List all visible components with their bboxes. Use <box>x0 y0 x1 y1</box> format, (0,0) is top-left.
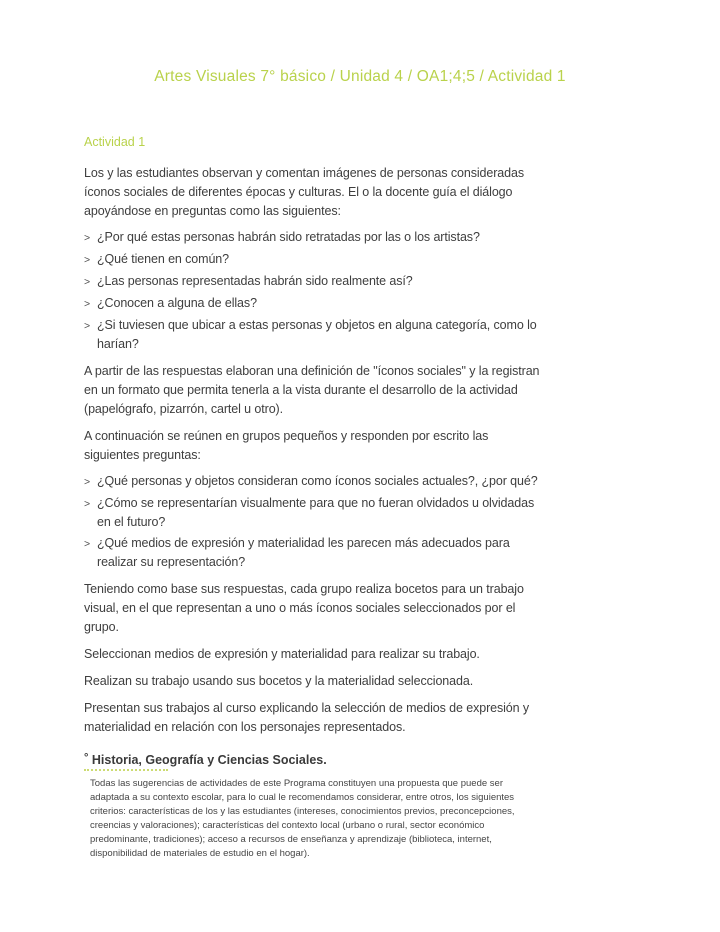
list-item <box>84 272 546 292</box>
bullet-marker-icon: > <box>84 232 91 244</box>
bullet-marker-icon: > <box>84 498 91 510</box>
question-text: ¿Qué medios de expresión y materialidad les parecen más adecuados para realizar su representación? <box>97 536 510 569</box>
list-item <box>84 534 546 572</box>
present-paragraph: Presentan sus trabajos al curso explicando la selección de medios de expresión y materialidad en relación con los personajes representados. <box>84 701 530 734</box>
note-marker: ° <box>84 752 89 764</box>
list-item <box>84 250 546 270</box>
question-text: ¿Por qué estas personas habrán sido retratadas por las o los artistas? <box>97 230 480 244</box>
question-text: ¿Qué personas y objetos consideran como íconos sociales actuales?, ¿por qué? <box>97 474 538 488</box>
question-text: ¿Si tuviesen que ubicar a estas personas y objetos en alguna categoría, como lo harían? <box>97 318 537 351</box>
make-work-paragraph: Realizan su trabajo usando sus bocetos y la materialidad seleccionada. <box>84 674 474 688</box>
footnote-text: Todas las sugerencias de actividades de este Programa constituyen una propuesta que puede ser adaptada a su contexto escolar, para lo cual le recomendamos considerar, entre otros, los siguientes criterios: características de los y las estudiantes (intereses, conocimientos previos, preconcepciones, creencias y valoraciones); características del contexto local (urbano o rural, sector económico predominante, tradiciones); acceso a recursos de enseñanza y aprendizaje (biblioteca, internet, disponibilidad de materiales de estudio en el hogar). <box>90 778 515 859</box>
bullet-marker-icon: > <box>84 254 91 266</box>
bullet-marker-icon: > <box>84 476 91 488</box>
list-item <box>84 472 546 492</box>
question-text: ¿Las personas representadas habrán sido realmente así? <box>97 274 413 288</box>
question-list-initial <box>84 228 546 354</box>
definition-paragraph: A partir de las respuestas elaboran una definición de "íconos sociales" y la registran en un formato que permita tenerla a la vista durante el desarrollo de la actividad (papelógrafo, pizarrón, cartel u otro). <box>84 364 540 416</box>
main-content <box>84 135 546 770</box>
list-item <box>84 316 546 354</box>
list-item <box>84 294 546 314</box>
cross-subject-note <box>84 749 546 770</box>
question-list-groups <box>84 472 546 572</box>
bullet-marker-icon: > <box>84 320 91 332</box>
sketches-paragraph: Teniendo como base sus respuestas, cada grupo realiza bocetos para un trabajo visual, en el que representan a uno o más íconos sociales seleccionados por el grupo. <box>84 582 524 634</box>
footnote-section <box>84 769 516 861</box>
page-title: Artes Visuales 7° básico / Unidad 4 / OA1;4;5 / Actividad 1 <box>154 68 566 85</box>
question-text: ¿Conocen a alguna de ellas? <box>97 296 257 310</box>
footnote-separator <box>84 769 168 771</box>
bullet-marker-icon: > <box>84 276 91 288</box>
question-text: ¿Qué tienen en común? <box>97 252 230 266</box>
bullet-marker-icon: > <box>84 538 91 550</box>
activity-heading: Actividad 1 <box>84 135 146 149</box>
intro-paragraph: Los y las estudiantes observan y comentan imágenes de personas consideradas íconos sociales de diferentes épocas y culturas. El o la docente guía el diálogo apoyándose en preguntas como las siguientes: <box>84 166 524 218</box>
list-item <box>84 494 546 532</box>
note-text: Historia, Geografía y Ciencias Sociales. <box>91 753 327 767</box>
groups-paragraph: A continuación se reúnen en grupos pequeños y responden por escrito las siguientes preguntas: <box>84 429 489 462</box>
list-item <box>84 228 546 248</box>
select-media-paragraph: Seleccionan medios de expresión y materialidad para realizar su trabajo. <box>84 647 480 661</box>
bullet-marker-icon: > <box>84 298 91 310</box>
question-text: ¿Cómo se representarían visualmente para que no fueran olvidados u olvidadas en el futuro? <box>97 496 535 529</box>
